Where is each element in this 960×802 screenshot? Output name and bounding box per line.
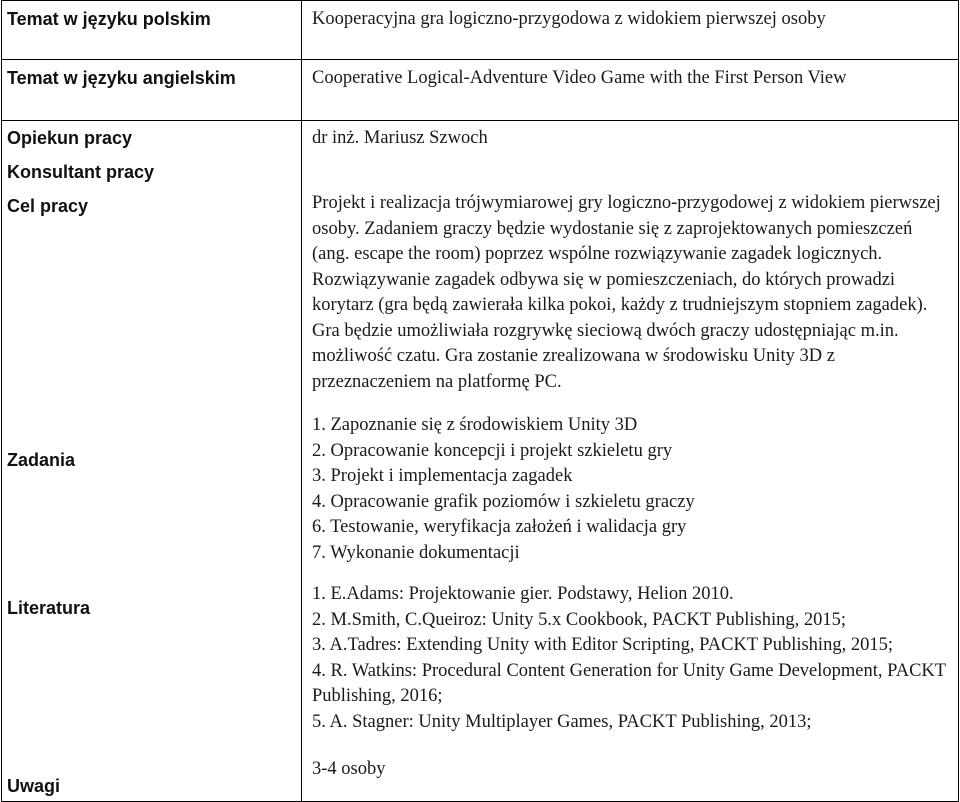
tasks-label: Zadania [7,450,76,470]
list-item: 1. Zapoznanie się z środowiskiem Unity 3D [312,415,638,435]
list-item: 3. Projekt i implementacja zagadek [312,466,573,486]
label-cell [2,121,302,802]
topic-en-value: Cooperative Logical-Adventure Video Game with the First Person View [312,68,847,88]
goal-label: Cel pracy [7,196,89,216]
list-item: 3. A.Tadres: Extending Unity with Editor Scripting, PACKT Publishing, 2015; [312,635,893,655]
literature-label: Literatura [7,598,91,618]
list-item: 4. Opracowanie grafik poziomów i szkieletu graczy [312,491,695,512]
consultant-label: Konsultant pracy [7,162,155,182]
notes-label: Uwagi [7,776,61,796]
row-topic-pl [2,1,959,60]
supervisor-value: dr inż. Mariusz Szwoch [312,128,488,148]
value-cell [302,1,959,60]
list-item: 2. Opracowanie koncepcji i projekt szkieletu gry [312,440,673,461]
row-topic-en [2,60,959,121]
list-item: 6. Testowanie, weryfikacja założeń i walidacja gry [312,517,687,537]
list-item: 4. R. Watkins: Procedural Content Generation for Unity Game Development, PACKT Publishing, 2016; [312,660,946,706]
value-cell [302,60,959,121]
literature-list [312,582,952,735]
supervisor-label: Opiekun pracy [7,128,133,148]
goal-value: Projekt i realizacja trójwymiarowej gry logiczno-przygodowej z widokiem pierwszej osoby. Zadaniem graczy będzie wydostanie się z zaprojektowanych pomieszczeń (ang. escape the room) poprzez wspólne rozwiązywanie zagadek logicznych. Rozwiązywanie zagadek odbywa się w pomieszczeniach, do których prowadzi korytarz (gra będą zawierała kilka pokoi, każdy z trudniejszym stopniem zagadek). Gra będzie umożliwiała rozgrywkę sieciową dwóch graczy udostępniając m.in. możliwość czatu. Gra zostanie zrealizowana w środowisku Unity 3D z przeznaczeniem na platformę PC. [312,193,941,392]
list-item: 5. A. Stagner: Unity Multiplayer Games, PACKT Publishing, 2013; [312,711,812,732]
list-item: 1. E.Adams: Projektowanie gier. Podstawy, Helion 2010. [312,584,734,604]
list-item: 2. M.Smith, C.Queiroz: Unity 5.x Cookbook, PACKT Publishing, 2015; [312,609,846,630]
topic-pl-label: Temat w języku polskim [7,9,211,29]
list-item: 7. Wykonanie dokumentacji [312,542,520,563]
thesis-info-table [1,0,959,802]
topic-en-label: Temat w języku angielskim [7,68,236,88]
notes-value: 3-4 osoby [312,759,386,779]
tasks-list [312,413,952,566]
topic-pl-value: Kooperacyjna gra logiczno-przygodowa z widokiem pierwszej osoby [312,9,826,29]
consultant-value [312,155,952,185]
row-details [2,121,959,802]
value-cell [302,121,959,802]
label-cell [2,60,302,121]
label-cell [2,1,302,60]
